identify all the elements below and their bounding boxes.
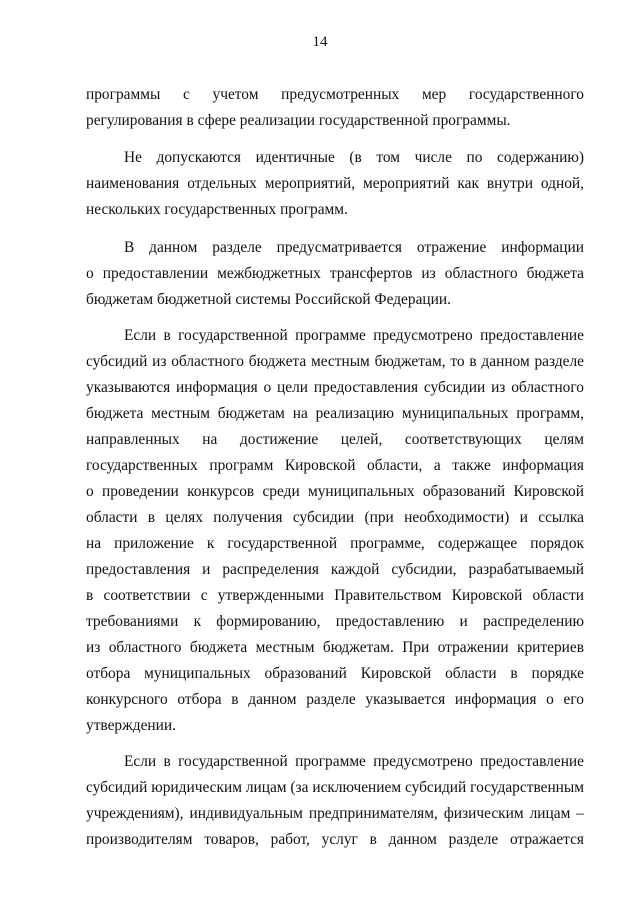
text-line: утверждении. bbox=[86, 717, 176, 734]
paragraph bbox=[86, 82, 584, 134]
paragraph bbox=[86, 145, 584, 223]
text-line: производителям товаров, работ, услуг в данном разделе отражается bbox=[86, 831, 584, 848]
text-line: государственных программ Кировской области, а также информация bbox=[86, 457, 584, 474]
text-line: в соответствии с утвержденными Правительством Кировской области bbox=[86, 587, 584, 604]
text-line: предоставления и распределения каждой субсидии, разрабатываемый bbox=[86, 561, 584, 578]
text-line: из областного бюджета местным бюджетам. При отражении критериев bbox=[86, 639, 584, 656]
paragraph bbox=[86, 323, 584, 739]
page-number: 14 bbox=[312, 34, 328, 50]
text-line: о предоставлении межбюджетных трансфертов из областного бюджета bbox=[86, 265, 584, 282]
paragraph bbox=[86, 749, 584, 853]
paragraph bbox=[86, 235, 584, 313]
text-line: субсидий из областного бюджета местным бюджетам, то в данном разделе bbox=[86, 353, 584, 370]
text-line: программы с учетом предусмотренных мер государственного bbox=[86, 86, 584, 103]
text-line: бюджетам бюджетной системы Российской Федерации. bbox=[86, 291, 451, 308]
text-line: Не допускаются идентичные (в том числе по содержанию) bbox=[124, 149, 584, 166]
text-line: указываются информация о цели предоставления субсидии из областного bbox=[86, 379, 584, 396]
text-line: на приложение к государственной программе, содержащее порядок bbox=[86, 535, 584, 552]
text-line: Если в государственной программе предусмотрено предоставление bbox=[124, 753, 584, 770]
text-line: конкурсного отбора в данном разделе указывается информация о его bbox=[86, 691, 584, 708]
text-line: Если в государственной программе предусмотрено предоставление bbox=[124, 327, 584, 344]
text-line: направленных на достижение целей, соответствующих целям bbox=[86, 431, 584, 448]
text-line: требованиями к формированию, предоставлению и распределению bbox=[86, 613, 584, 630]
text-line: учреждениям), индивидуальным предпринимателям, физическим лицам – bbox=[86, 805, 584, 822]
text-line: регулирования в сфере реализации государственной программы. bbox=[86, 112, 511, 129]
text-line: бюджета местным бюджетам на реализацию муниципальных программ, bbox=[86, 405, 584, 422]
text-line: нескольких государственных программ. bbox=[86, 201, 348, 218]
text-line: о проведении конкурсов среди муниципальных образований Кировской bbox=[86, 483, 584, 500]
text-line: области в целях получения субсидии (при необходимости) и ссылка bbox=[86, 509, 584, 526]
document-body bbox=[86, 82, 584, 853]
text-line: В данном разделе предусматривается отражение информации bbox=[124, 239, 584, 256]
text-line: субсидий юридическим лицам (за исключением субсидий государственным bbox=[86, 779, 584, 796]
text-line: отбора муниципальных образований Кировской области в порядке bbox=[86, 665, 584, 682]
text-line: наименования отдельных мероприятий, мероприятий как внутри одной, bbox=[86, 175, 584, 192]
